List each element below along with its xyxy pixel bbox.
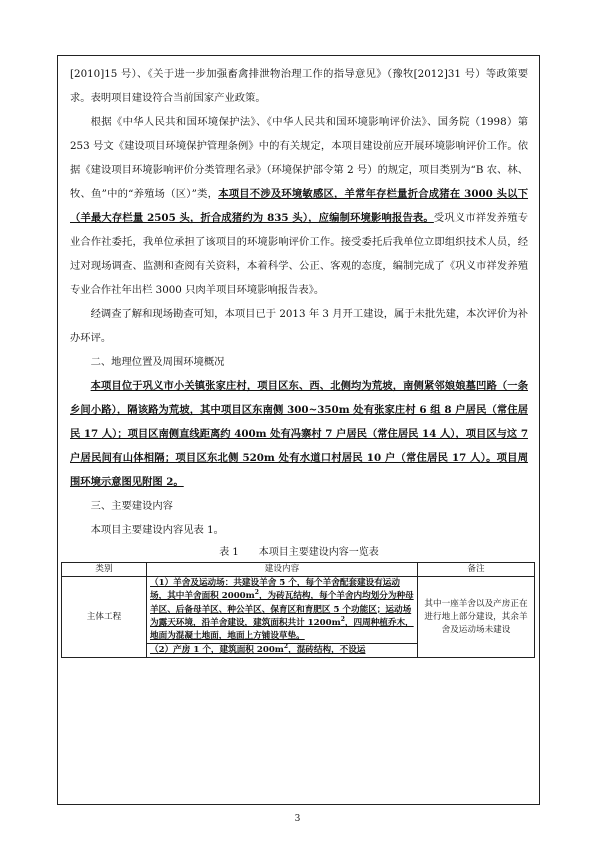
cell-category: 主体工程 <box>62 577 147 658</box>
section-heading-construction: 三、主要建设内容 <box>90 500 173 512</box>
table-header-row <box>62 563 535 577</box>
location-text: 本项目位于巩义市小关镇张家庄村，项目区东、西、北侧均为荒坡，南侧紧邻娘娘墓凹路（一条乡间小路），隔该路为荒坡，其中项目区东南侧 300~350m 处有张家庄村 6 组 8 户居民（常住居民 17 人）；项目区南侧直线距离约 400m 处有冯寨村 7 户居民（常住居民 14 人），项目区与这 7 户居民间有山体相隔；项目区东北侧 520m 处有水道口村居民 10 户（常住居民 17 人）。项目周围环境示意图见附图 2。 <box>70 380 528 488</box>
cell-content-sheep-barn: （1）羊舍及运动场：共建设羊舍 5 个，每个羊舍配套建设有运动场，其中羊舍面积 $2000m^2$，为砖瓦结构，每个羊舍内均划分为种母羊区、后备母羊区、种公羊区、保育区和育肥区 5 个功能区；运动场为露天环境，沿羊舍建设，建筑面积共计 $1200m^2$，四周种植乔木，地面为混凝土地面，地面上方铺设草垫。 <box>147 577 418 644</box>
cell-content-delivery-room: （2）产房 1 个，建筑面积 $200m^2$，混砖结构，不设运 <box>147 644 418 658</box>
page-number: 3 <box>294 814 301 824</box>
legal-basis-text: 根据《中华人民共和国环境保护法》、《中华人民共和国环境影响评价法》、国务院（1998）第 253 号文《建设项目环境保护管理条例》中的有关规定，本项目建设前应开展环境影响评价工作。依据《建设项目环境影响评价分类管理名录》（环境保护部令第 2 号）的规定，项目类别为“B 农、林、牧、鱼”中的“养殖场（区）”类， <box>70 116 528 200</box>
paragraph-investigation: 经调查了解和现场勘查可知，本项目已于 2013 年 3 月开工建设，属于未批先建，本次评价为补办环评。 <box>70 308 528 344</box>
cell-note: 其中一座羊舍以及产房正在进行地上部分建设，其余羊舍及运动场未建设 <box>418 577 535 658</box>
header-content: 建设内容 <box>147 563 418 577</box>
paragraph-table-ref: 本项目主要建设内容见表 1。 <box>90 524 224 536</box>
construction-table <box>61 562 535 658</box>
section-heading-location: 二、地理位置及周围环境概况 <box>90 356 225 368</box>
header-note: 备注 <box>418 563 535 577</box>
paragraph-legal-basis <box>70 110 528 302</box>
document-body <box>70 62 528 658</box>
paragraph-policy: [2010]15 号）、《关于进一步加强畜禽排泄物治理工作的指导意见》（豫牧[2012]31 号）等政策要求。表明项目建设符合当前国家产业政策。 <box>70 68 528 104</box>
legal-basis-emphasis: 本项目不涉及环境敏感区，羊常年存栏量折合成猪在 3000 头以下（羊最大存栏量 2505 头，折合成猪约为 835 头），应编制环境影响报告表。 <box>70 188 528 224</box>
header-category: 类别 <box>62 563 147 577</box>
legal-basis-commission: 受巩义市祥发养殖专业合作社委托，我单位承担了该项目的环境影响评价工作。接受委托后我单位立即组织技术人员，经过对现场调查、监测和查阅有关资料，本着科学、公正、客观的态度，编制完成了《巩义市祥发养殖专业合作社年出栏 3000 只肉羊项目环境影响报告表》。 <box>70 212 529 296</box>
paragraph-location <box>70 374 528 494</box>
table-caption: 表 1 本项目主要建设内容一览表 <box>219 547 379 558</box>
table-row <box>62 577 535 644</box>
